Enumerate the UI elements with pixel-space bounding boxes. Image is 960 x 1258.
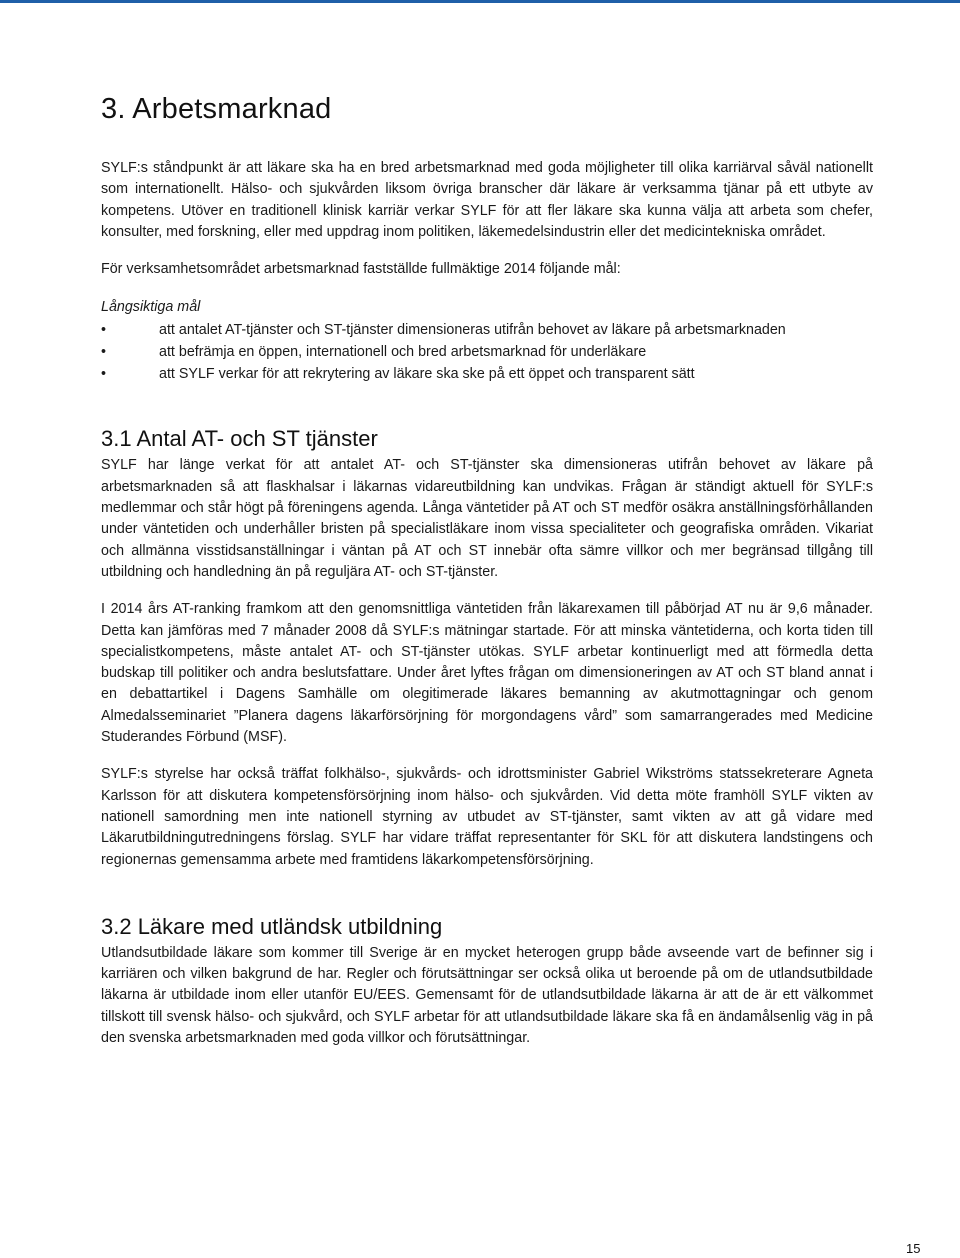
subsection-heading: 3.1 Antal AT- och ST tjänster xyxy=(101,426,378,452)
body-paragraph: SYLF har länge verkat för att antalet AT- och ST-tjänster ska dimensioneras utifrån behovet av läkare på arbetsmarknaden så att flaskhalsar i läkarnas vidareutbildning kan undvikas. Frågan är ständigt aktuell för SYLF:s medlemmar och står högt på föreningens agenda. Långa väntetider på AT och ST medför osäkra anställningsförhållanden under väntetiden och underhåller bristen på specialistläkare inom vissa specialiteter och geografiska områden. Vikariat och allmänna visstidsanställningar i väntan på AT och ST innebär ofta sämre villkor och mer begränsad tillgång till utbildning och handledning än på reguljära AT- och ST-tjänster. xyxy=(101,457,873,580)
bullet-icon: • xyxy=(101,344,107,361)
intro-paragraph: SYLF:s ståndpunkt är att läkare ska ha en bred arbetsmarknad med goda möjligheter till olika karriärval såväl nationellt som internationellt. Hälso- och sjukvården liksom övriga branscher där läkare är verksamma tjänar på ett utbyte av kompetens. Utöver en traditionell klinisk karriär verkar SYLF för att fler läkare ska kunna välja att arbeta som chefer, konsulter, med forskning, eller med uppdrag inom politiken, läkemedelsindustrin eller det medicintekniska området. xyxy=(101,160,873,240)
goals-list xyxy=(101,319,873,385)
section-heading: 3. Arbetsmarknad xyxy=(101,93,332,125)
goal-item xyxy=(101,319,873,341)
body-paragraph: Utlandsutbildade läkare som kommer till Sverige är en mycket heterogen grupp både avseende vart de befinner sig i karriären och vilken bakgrund de har. Regler och förutsättningar ser också olika ut beroende på om de utlandsutbildade läkarna är utbildade inom eller utanför EU/EES. Gemensamt för de utlandsutbildade läkarna är att de är ett välkommet tillskott till svensk hälso- och sjukvård, och SYLF arbetar för att utlandsutbildade läkare ska få en ändamålsenlig väg in på den svenska arbetsmarknaden med goda villkor och förutsättningar. xyxy=(101,944,873,1047)
goal-text: att antalet AT-tjänster och ST-tjänster dimensioneras utifrån behovet av läkare på arbetsmarknaden xyxy=(159,322,786,339)
section-antal-at-st xyxy=(101,425,873,870)
body-paragraph: I 2014 års AT-ranking framkom att den genomsnittliga väntetiden från läkarexamen till påbörjad AT nu är 9,6 månader. Detta kan jämföras med 7 månader 2008 då SYLF:s mätningar startade. För att minska väntetiderna, och korta tiden till specialistkompetens, måste antalet AT- och ST-tjänster utökas. SYLF arbetar kontinuerligt med att förmedla detta budskap till politiker och andra beslutsfattare. Under året lyftes frågan om dimensioneringen av AT och ST bland annat i en debattartikel i Dagens Samhälle om olegitimerade läkares bemanning av akutmottagningar och genom Almedalsseminariet ”Planera dagens läkarförsörjning för morgondagens vård” som samarrangerades med Medicine Studerandes Förbund (MSF). xyxy=(101,601,873,746)
goal-text: att SYLF verkar för att rekrytering av läkare ska ske på ett öppet och transparent sätt xyxy=(159,366,695,383)
body-paragraph: SYLF:s styrelse har också träffat folkhälso-, sjukvårds- och idrottsminister Gabriel Wikströms statssekreterare Agneta Karlsson för att diskutera kompetensförsörjning inom hälso- och sjukvården. Vid detta möte framhöll SYLF vikten av nationell samordning men inte nationell styrning av utbudet av ST-tjänster, samt vikten av att gå vidare med Läkarutbildningutredningens förslag. SYLF har vidare träffat representanter för SKL för att diskutera landstingens och regionernas gemensamma arbete med framtidens läkarkompetensförsörjning. xyxy=(101,766,873,868)
subsection-heading: 3.2 Läkare med utländsk utbildning xyxy=(101,913,443,939)
goals-intro-paragraph: För verksamhetsområdet arbetsmarknad fastställde fullmäktige 2014 följande mål: xyxy=(101,261,621,278)
goals-subheading: Långsiktiga mål xyxy=(101,299,201,316)
goal-text: att befrämja en öppen, internationell och bred arbetsmarknad för underläkare xyxy=(159,344,647,361)
page-number: 15 xyxy=(906,1241,921,1256)
goal-item xyxy=(101,341,873,363)
bullet-icon: • xyxy=(101,322,107,339)
top-rule xyxy=(0,0,960,3)
section-arbetsmarknad xyxy=(101,92,873,385)
document-page xyxy=(101,92,873,1049)
bullet-icon: • xyxy=(101,366,107,383)
goal-item xyxy=(101,363,873,385)
section-utlandsk-utbildning xyxy=(101,913,873,1049)
